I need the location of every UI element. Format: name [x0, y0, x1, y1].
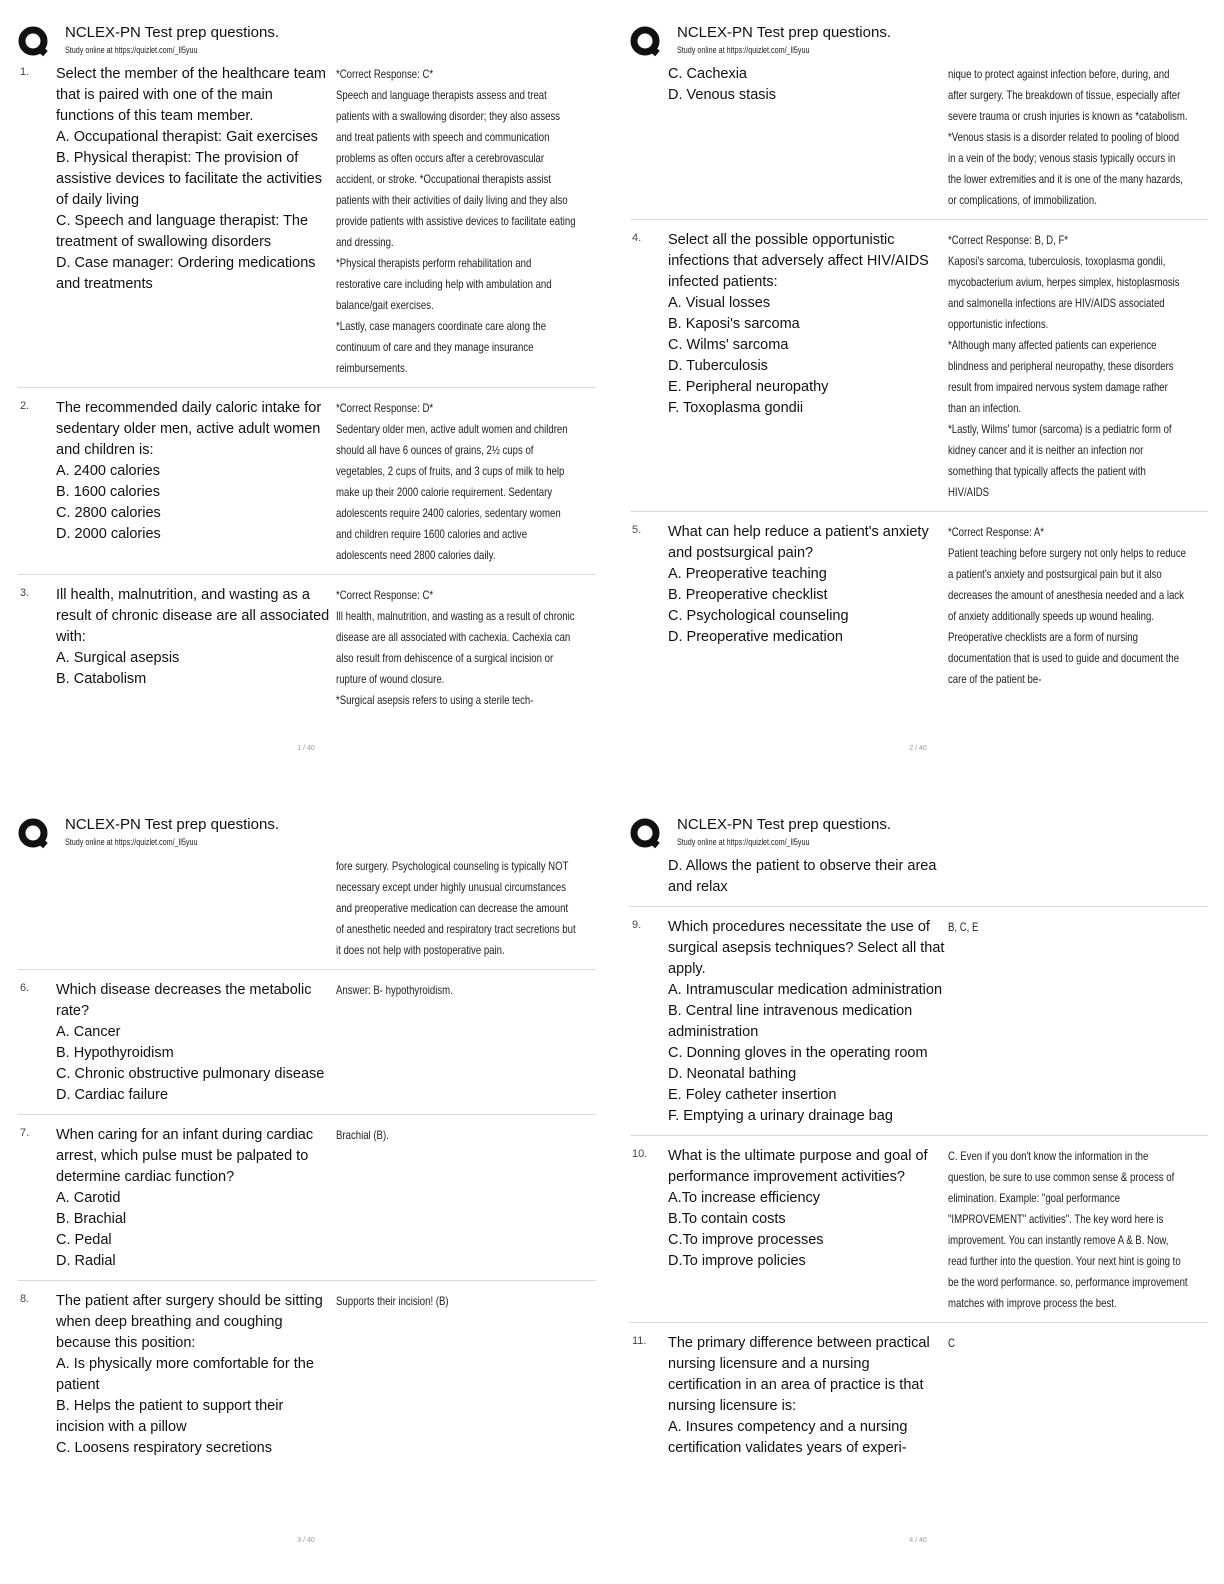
option: D.To improve policies [668, 1253, 806, 1269]
option: D. Cardiac failure [56, 1087, 169, 1103]
answer-line: *Venous stasis is a disorder related to pooling of blood in a vein of the body; venous stasis typically occurs in the lower extremities and it is one of the many hazards, or complications, of immobilization. [948, 130, 1183, 207]
question-number: 10. [632, 1148, 648, 1160]
option: C. Cachexia [668, 66, 747, 82]
answer-block [948, 1333, 1188, 1354]
quizlet-logo-icon [18, 818, 50, 850]
page-number: 1 / 40 [297, 745, 315, 752]
question-item [18, 398, 596, 575]
answer-block [948, 522, 1188, 690]
question-number: 7. [20, 1127, 30, 1139]
option: A. Insures competency and a nursing certification validates years of experi- [668, 1419, 908, 1456]
option: B. Hypothyroidism [56, 1045, 174, 1061]
option: C. Wilms' sarcoma [668, 337, 789, 353]
quizlet-logo-icon [630, 26, 662, 58]
question-block [668, 1146, 946, 1272]
question-block [668, 1333, 946, 1459]
quizlet-logo-icon [630, 818, 662, 850]
answer-block [336, 585, 576, 711]
answer-line: *Correct Response: D* [336, 401, 434, 415]
answer-line: C. Even if you don't know the information in the question, be sure to use common sense & process of elimination. Example: "goal performance "IMPROVEMENT" activities". The key word here is improvement. You can instantly remove A & B. Now, read further into the question. Your next hint is going to be the word performance. so, performance improvement matches with improve process the best. [948, 1149, 1188, 1310]
question-number: 3. [20, 587, 30, 599]
question-text: Ill health, malnutrition, and wasting as a result of chronic disease are all associated with: [56, 587, 330, 645]
question-number: 2. [20, 400, 30, 412]
option: B. Catabolism [56, 671, 147, 687]
question-text: Select all the possible opportunistic infections that adversely affect HIV/AIDS infected patients: [668, 232, 929, 290]
answer-block [336, 1125, 576, 1146]
page-title: NCLEX-PN Test prep questions. [65, 24, 279, 41]
page-number: 3 / 40 [297, 1537, 315, 1544]
option: E. Foley catheter insertion [668, 1087, 837, 1103]
answer-line: *Correct Response: B, D, F* [948, 233, 1069, 247]
answer-line: B, C, E [948, 920, 979, 934]
option: A. Preoperative teaching [668, 566, 827, 582]
question-number: 5. [632, 524, 642, 536]
question-item [18, 585, 596, 719]
question-block [668, 917, 946, 1127]
answer-block [948, 230, 1188, 503]
document-page-3 [0, 792, 612, 1584]
question-item [18, 980, 596, 1115]
document-page-2 [612, 0, 1224, 792]
question-text: Select the member of the healthcare team that is paired with one of the main functions of this team member. [56, 66, 327, 124]
answer-block [336, 64, 576, 379]
page-number: 2 / 40 [909, 745, 927, 752]
option: B. Central line intravenous medication administration [668, 1003, 913, 1040]
option: C. Loosens respiratory secretions [56, 1440, 272, 1456]
answer-line: *Correct Response: A* [948, 525, 1045, 539]
question-block [668, 856, 946, 898]
option: C. Pedal [56, 1232, 112, 1248]
answer-line: C [948, 1336, 955, 1350]
option: C. Donning gloves in the operating room [668, 1045, 928, 1061]
option: D. Neonatal bathing [668, 1066, 797, 1082]
option: C.To improve processes [668, 1232, 824, 1248]
answer-block [336, 1291, 576, 1312]
question-text: The primary difference between practical nursing licensure and a nursing certification in an area of practice is that nursing licensure is: [668, 1335, 930, 1414]
option: D. Case manager: Ordering medications and treatments [56, 255, 316, 292]
option: B.To contain costs [668, 1211, 786, 1227]
answer-line: Speech and language therapists assess and treat patients with a swallowing disorder; they also assess and treat patients with speech and communication problems as often occurs after a cerebrovascular accident, or stroke. *Occupational therapists assist patients with their activities of daily living and they also provide patients with assistive devices to facilitate eating and dressing. [336, 88, 576, 249]
study-link[interactable]: Study online at https://quizlet.com/_ll5yuu [65, 837, 198, 847]
question-block [56, 980, 334, 1106]
option: A. Carotid [56, 1190, 121, 1206]
answer-block [948, 1146, 1188, 1314]
answer-continuation [18, 856, 596, 970]
answer-line: Kaposi's sarcoma, tuberculosis, toxoplasma gondii, mycobacterium avium, herpes simplex, histoplasmosis and salmonella infections are HIV/AIDS associated opportunistic infections. [948, 254, 1180, 331]
page-title: NCLEX-PN Test prep questions. [65, 816, 279, 833]
answer-block [336, 980, 576, 1001]
page-number: 4 / 40 [909, 1537, 927, 1544]
question-number: 11. [632, 1335, 647, 1347]
question-item [18, 64, 596, 388]
page-title: NCLEX-PN Test prep questions. [677, 24, 891, 41]
option: B. Helps the patient to support their incision with a pillow [56, 1398, 284, 1435]
answer-block [336, 398, 576, 566]
answer-block [948, 64, 1188, 211]
option: A.To increase efficiency [668, 1190, 821, 1206]
document-page-4 [612, 792, 1224, 1584]
question-block [56, 1291, 334, 1459]
study-link[interactable]: Study online at https://quizlet.com/_ll5yuu [677, 837, 810, 847]
question-block [56, 585, 334, 690]
option: C. Chronic obstructive pulmonary disease [56, 1066, 325, 1082]
question-number: 8. [20, 1293, 30, 1305]
option: A. Visual losses [668, 295, 771, 311]
question-block [668, 64, 946, 106]
option: A. Is physically more comfortable for the patient [56, 1356, 314, 1393]
answer-line: Answer: B- hypothyroidism. [336, 983, 453, 997]
answer-line: *Although many affected patients can experience blindness and peripheral neuropathy, these disorders result from impaired nervous system damage rather than an infection. [948, 338, 1174, 415]
answer-line: *Lastly, Wilms' tumor (sarcoma) is a pediatric form of kidney cancer and it is neither an infection nor something that typically affects the patient with HIV/AIDS [948, 422, 1172, 499]
page-title: NCLEX-PN Test prep questions. [677, 816, 891, 833]
option: D. Radial [56, 1253, 116, 1269]
answer-line: Ill health, malnutrition, and wasting as a result of chronic disease are all associated with cachexia. Cachexia can also result from dehiscence of a surgical incision or rupture of wound closure. [336, 609, 575, 686]
option: D. Preoperative medication [668, 629, 843, 645]
option: D. Tuberculosis [668, 358, 768, 374]
option: C. Speech and language therapist: The treatment of swallowing disorders [56, 213, 309, 250]
answer-line: *Correct Response: C* [336, 67, 434, 81]
question-item [18, 1291, 596, 1467]
question-item [630, 230, 1208, 512]
option: E. Peripheral neuropathy [668, 379, 829, 395]
question-continuation [630, 856, 1208, 907]
answer-line: Supports their incision! (B) [336, 1294, 449, 1308]
document-page-1 [0, 0, 612, 792]
question-text: The recommended daily caloric intake for sedentary older men, active adult women and children is: [56, 400, 322, 458]
question-block [56, 398, 334, 545]
question-number: 4. [632, 232, 642, 244]
answer-line: *Surgical asepsis refers to using a sterile tech- [336, 693, 534, 707]
question-item [18, 1125, 596, 1281]
option: B. Kaposi's sarcoma [668, 316, 800, 332]
question-text: What is the ultimate purpose and goal of performance improvement activities? [668, 1148, 928, 1185]
question-continuation [630, 64, 1208, 220]
question-number: 6. [20, 982, 30, 994]
option: A. Surgical asepsis [56, 650, 180, 666]
option: B. Brachial [56, 1211, 127, 1227]
question-number: 1. [20, 66, 30, 78]
study-link[interactable]: Study online at https://quizlet.com/_ll5yuu [65, 45, 198, 55]
answer-line: fore surgery. Psychological counseling is typically NOT necessary except under highly unusual circumstances and preoperative medication can decrease the amount of anesthetic needed and respiratory tract secretions but it does not help with postoperative pain. [336, 859, 576, 957]
option: A. Cancer [56, 1024, 121, 1040]
option: A. 2400 calories [56, 463, 160, 479]
option: A. Intramuscular medication administration [668, 982, 943, 998]
option: F. Toxoplasma gondii [668, 400, 804, 416]
answer-line: Patient teaching before surgery not only helps to reduce a patient's anxiety and postsurgical pain but it also decreases the amount of anesthesia needed and a lack of anxiety additionally speeds up wound healing. Preoperative checklists are a form of nursing documentation that is used to guide and document the care of the patient be- [948, 546, 1187, 686]
option: F. Emptying a urinary drainage bag [668, 1108, 893, 1124]
option: C. 2800 calories [56, 505, 161, 521]
question-text: When caring for an infant during cardiac arrest, which pulse must be palpated to determine cardiac function? [56, 1127, 314, 1185]
question-text: Which disease decreases the metabolic rate? [56, 982, 312, 1019]
answer-line: Brachial (B). [336, 1128, 389, 1142]
question-text: Which procedures necessitate the use of surgical asepsis techniques? Select all that apply. [668, 919, 945, 977]
answer-line: *Lastly, case managers coordinate care along the continuum of care and they manage insurance reimbursements. [336, 319, 547, 375]
answer-line: *Physical therapists perform rehabilitation and restorative care including help with ambulation and balance/gait exercises. [336, 256, 552, 312]
question-item [630, 917, 1208, 1136]
answer-block [336, 856, 576, 961]
answer-line: Sedentary older men, active adult women and children should all have 6 ounces of grains, 2½ cups of vegetables, 2 cups of fruits, and 3 cups of milk to help make up their 2000 calorie requirement. Sedentary adolescents require 2400 calories, sedentary women and children require 1600 calories and active adolescents need 2800 calories daily. [336, 422, 568, 562]
question-text: What can help reduce a patient's anxiety and postsurgical pain? [668, 524, 929, 561]
question-block [56, 1125, 334, 1272]
option: B. Preoperative checklist [668, 587, 828, 603]
option: B. 1600 calories [56, 484, 160, 500]
answer-block [948, 917, 1188, 938]
option: A. Occupational therapist: Gait exercises [56, 129, 318, 145]
answer-line: *Correct Response: C* [336, 588, 434, 602]
question-item [630, 1333, 1208, 1467]
question-text: The patient after surgery should be sitting when deep breathing and coughing because this position: [56, 1293, 323, 1351]
question-number: 9. [632, 919, 642, 931]
answer-line: nique to protect against infection before, during, and after surgery. The breakdown of tissue, especially after severe trauma or crush injuries is known as *catabolism. [948, 67, 1188, 123]
quizlet-logo-icon [18, 26, 50, 58]
question-item [630, 1146, 1208, 1323]
question-block [56, 64, 334, 295]
study-link[interactable]: Study online at https://quizlet.com/_ll5yuu [677, 45, 810, 55]
option: D. Venous stasis [668, 87, 776, 103]
question-block [668, 230, 946, 419]
question-block [668, 522, 946, 648]
option: C. Psychological counseling [668, 608, 849, 624]
option: D. 2000 calories [56, 526, 161, 542]
option: D. Allows the patient to observe their area and relax [668, 858, 937, 895]
question-item [630, 522, 1208, 698]
option: B. Physical therapist: The provision of assistive devices to facilitate the activities of daily living [56, 150, 322, 208]
